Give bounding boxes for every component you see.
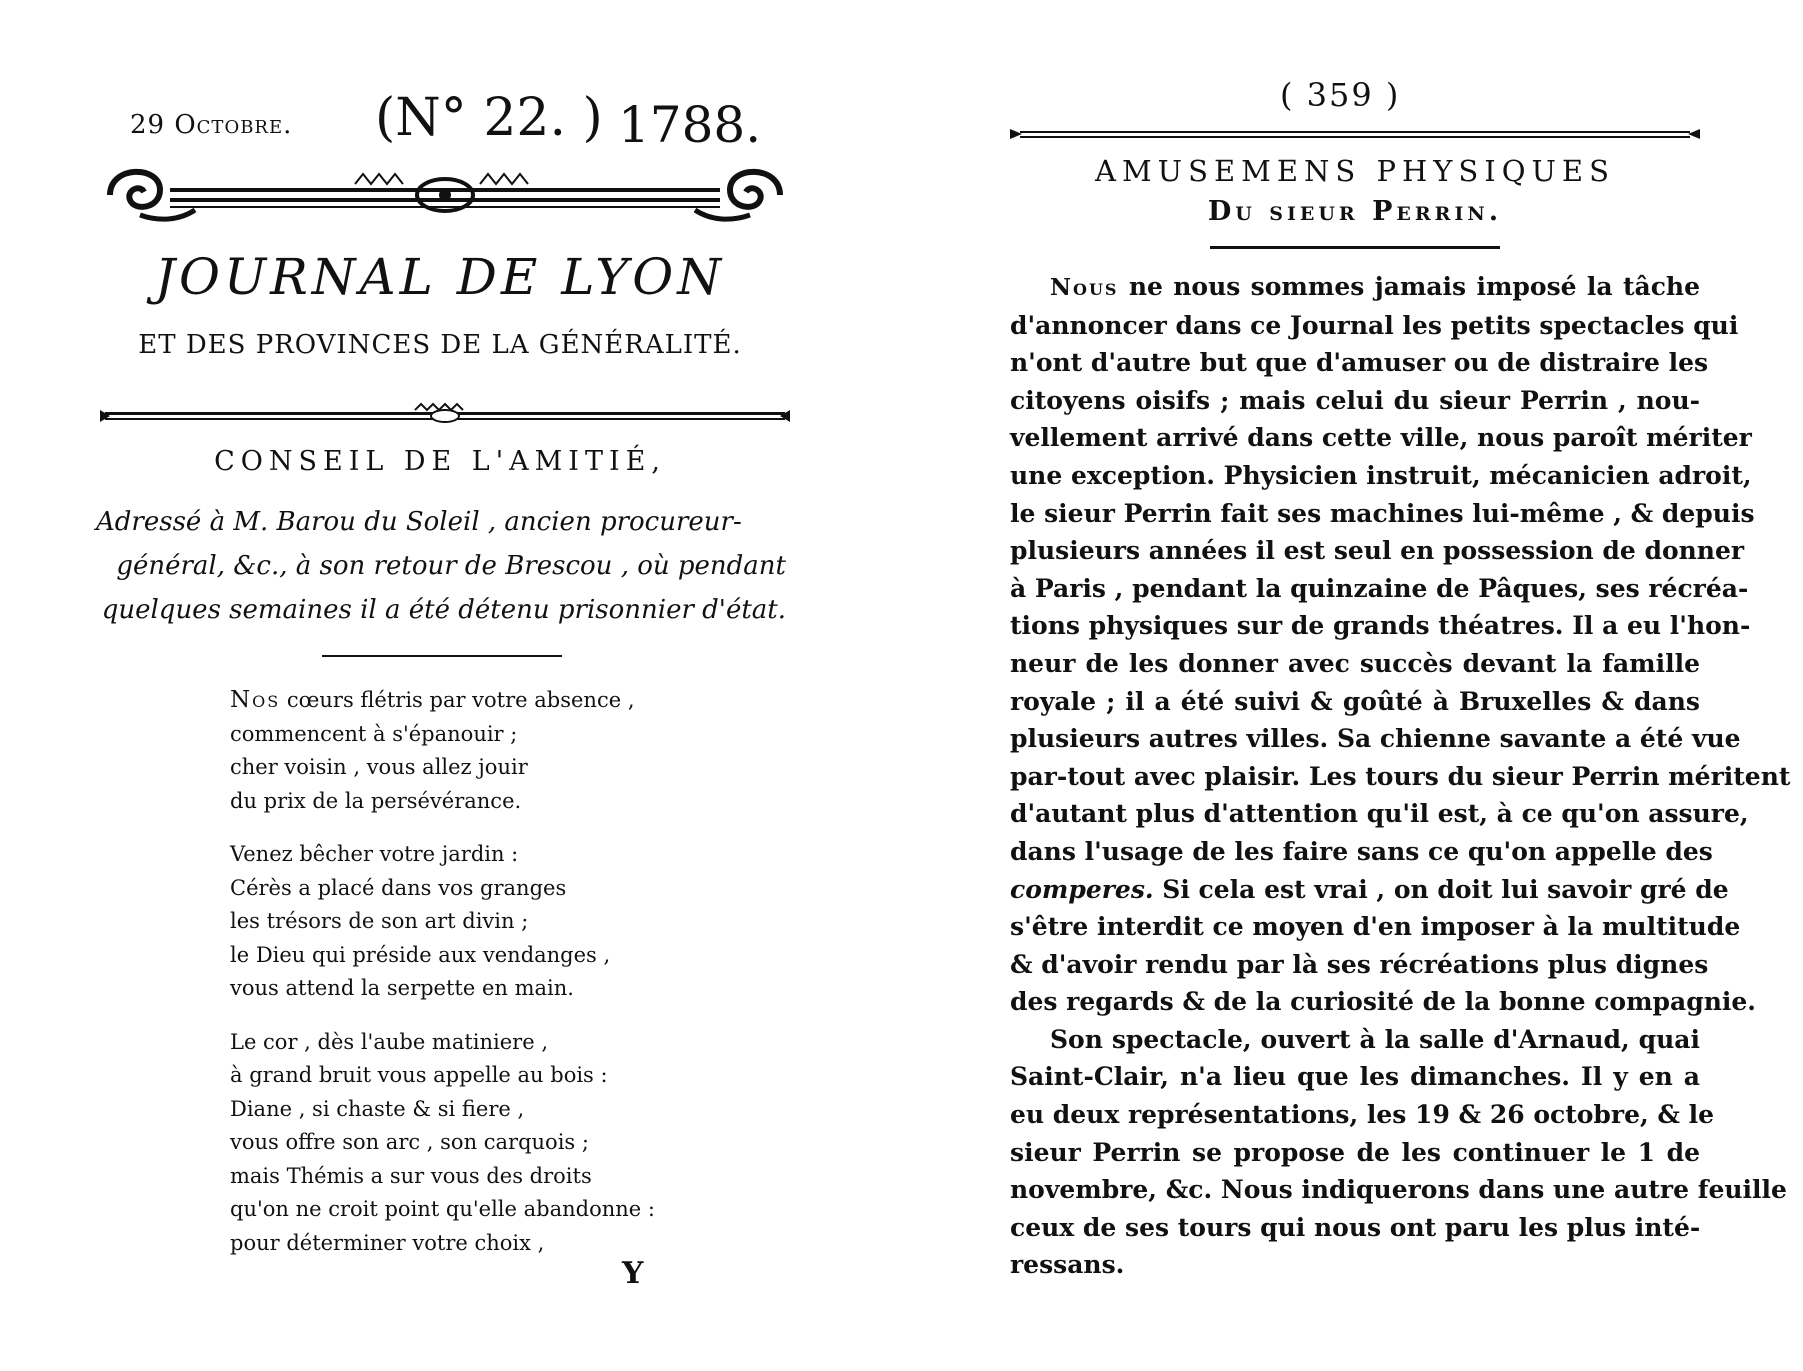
poem-line: Nos cœurs flétris par votre absence , xyxy=(230,687,635,713)
issue-year: 1788. xyxy=(618,96,762,154)
article-line: n'ont d'autre but que d'amuser ou de distraire les xyxy=(1010,348,1709,378)
article-line: novembre, &c. Nous indiquerons dans une autre feuille xyxy=(1010,1175,1787,1205)
divider-rule xyxy=(1210,246,1500,249)
left-page xyxy=(0,0,900,1371)
poem-line: cher voisin , vous allez jouir xyxy=(230,755,528,779)
article-line: Son spectacle, ouvert à la salle d'Arnaud, quai xyxy=(1050,1024,1700,1054)
article-line: tions physiques sur de grands théatres. Il a eu l'hon- xyxy=(1010,611,1751,641)
page-number: ( 359 ) xyxy=(1280,76,1401,114)
article-body xyxy=(1010,268,1791,1284)
poem-line: commencent à s'épanouir ; xyxy=(230,721,518,746)
article-line: plusieurs autres villes. Sa chienne savante a été vue xyxy=(1010,724,1741,754)
article-line: le sieur Perrin fait ses machines lui-même , & depuis xyxy=(1010,498,1755,528)
article-line: par-tout avec plaisir. Les tours du sieur Perrin méritent xyxy=(1010,761,1791,791)
article-line: eu deux représentations, les 19 & 26 octobre, & le xyxy=(1010,1100,1715,1130)
poem-line: mais Thémis a sur vous des droits xyxy=(230,1163,592,1188)
poem-line: du prix de la persévérance. xyxy=(230,788,522,813)
article-title: AMUSEMENS PHYSIQUES xyxy=(1095,154,1615,188)
poem-stanza xyxy=(230,684,710,818)
journal-masthead: JOURNAL DE LYON xyxy=(154,248,725,306)
article-line: sieur Perrin se propose de les continuer le 1 de xyxy=(1010,1137,1700,1167)
article-line: d'autant plus d'attention qu'il est, à ce qu'on assure, xyxy=(1010,799,1749,829)
poem-line: vous attend la serpette en main. xyxy=(230,976,574,1000)
issue-header xyxy=(130,88,762,158)
article-line: ressans. xyxy=(1010,1250,1125,1280)
article-line: neur de les donner avec succès devant la famille xyxy=(1010,648,1700,678)
article-line: une exception. Physicien instruit, mécanicien adroit, xyxy=(1010,460,1752,490)
right-page xyxy=(900,0,1803,1371)
signature-mark: Y xyxy=(622,1256,644,1291)
poem-line: les trésors de son art divin ; xyxy=(230,909,529,933)
article-line: citoyens oisifs ; mais celui du sieur Perrin , nou- xyxy=(1010,385,1700,415)
article-line: des regards & de la curiosité de la bonne compagnie. xyxy=(1010,987,1756,1017)
poem-line: qu'on ne croit point qu'elle abandonne : xyxy=(230,1197,655,1221)
article-line: comperes. Si cela est vrai , on doit lui savoir gré de xyxy=(1010,874,1729,904)
top-rule-icon xyxy=(1010,128,1700,140)
issue-date: 29 Octobre. xyxy=(130,110,293,140)
poem-stanza xyxy=(230,1026,710,1261)
article-line: dans l'usage de les faire sans ce qu'on appelle des xyxy=(1010,836,1713,866)
article-line: royale ; il a été suivi & goûté à Bruxelles & dans xyxy=(1010,686,1700,716)
poem-line: Diane , si chaste & si fiere , xyxy=(230,1096,525,1121)
ornamental-rule-icon xyxy=(100,400,790,430)
article-first-word: Nous xyxy=(1050,274,1119,301)
poem-first-word: Nos xyxy=(230,687,281,713)
article-line: ceux de ses tours qui nous ont paru les plus inté- xyxy=(1010,1212,1701,1242)
article-line: s'être interdit ce moyen d'en imposer à la multitude xyxy=(1010,912,1741,942)
poem-line: Venez bêcher votre jardin : xyxy=(230,842,519,866)
dedication-line: quelques semaines il a été détenu prisonnier d'état. xyxy=(101,595,786,625)
poem xyxy=(230,684,710,1280)
poem-line: pour déterminer votre choix , xyxy=(230,1230,545,1255)
poem-line: Cérès a placé dans vos granges xyxy=(230,875,567,900)
divider-rule xyxy=(322,655,562,657)
poem-dedication xyxy=(96,500,786,632)
dedication-line: Adressé à M. Barou du Soleil , ancien procureur- xyxy=(96,507,742,537)
poem-stanza xyxy=(230,838,710,1006)
poem-line: à grand bruit vous appelle au bois : xyxy=(230,1063,608,1087)
article-line: Saint-Clair, n'a lieu que les dimanches. Il y en a xyxy=(1010,1062,1700,1092)
journal-subtitle: ET DES PROVINCES DE LA GÉNÉRALITÉ. xyxy=(138,330,742,360)
article-line: à Paris , pendant la quinzaine de Pâques, ses récréa- xyxy=(1010,573,1749,603)
article-line: Nous ne nous sommes jamais imposé la tâche xyxy=(1050,272,1700,301)
poem-line: vous offre son arc , son carquois ; xyxy=(230,1130,589,1154)
poem-section-title: CONSEIL DE L'AMITIÉ, xyxy=(214,446,666,477)
poem-line: le Dieu qui préside aux vendanges , xyxy=(230,942,611,967)
article-line: vellement arrivé dans cette ville, nous paroît mériter xyxy=(1010,423,1752,453)
article-line: & d'avoir rendu par là ses récréations plus dignes xyxy=(1010,949,1709,979)
article-line: d'annoncer dans ce Journal les petits spectacles qui xyxy=(1010,310,1739,340)
ornament-scroll-icon xyxy=(100,160,790,230)
poem-line: Le cor , dès l'aube matiniere , xyxy=(230,1029,548,1054)
article-subtitle: Du sieur Perrin. xyxy=(1207,196,1503,227)
dedication-line: général, &c., à son retour de Brescou , où pendant xyxy=(116,551,786,581)
article-line: plusieurs années il est seul en possession de donner xyxy=(1010,536,1745,566)
italic-word: comperes. xyxy=(1010,874,1154,904)
issue-number: (N° 22. ) xyxy=(375,88,603,148)
